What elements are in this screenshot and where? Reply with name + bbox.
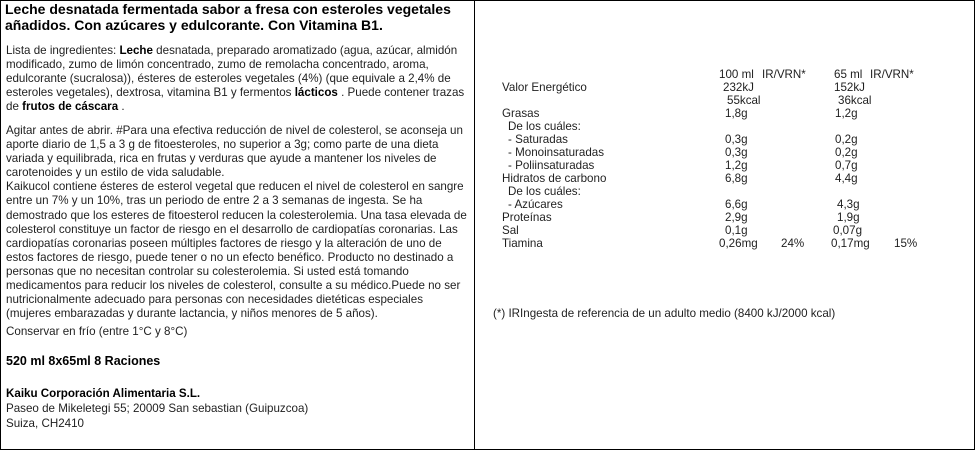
nutrition-row-ir-100: 24%: [781, 237, 805, 250]
allergen-lacticos: lácticos: [294, 86, 338, 100]
nutrition-row-label: Hidratos de carbono: [502, 172, 607, 185]
nutrition-header-65ml: 65 ml: [834, 68, 863, 81]
nutrition-row-ir-65: 15%: [894, 237, 918, 250]
company-country: Suiza, CH2410: [6, 417, 84, 430]
nutrition-row-label: - Azúcares: [508, 198, 563, 211]
company-address: Paseo de Mikeletegi 55; 20009 San sebastian (Guipuzcoa): [6, 402, 309, 415]
nutrition-row-label: - Monoinsaturadas: [508, 146, 605, 159]
advice-paragraph-1: Agitar antes de abrir. #Para una efectiva reducción de nivel de colesterol, se aconseja un aporte diario de 1,5 a 3 g de fitoesteroles, no superior a 3g; como parte de una dieta variada y equilibrada, rica en frutas y verduras que ayude a mantener los niveles de carotenoides y un estilo de vida saludable.: [6, 124, 463, 180]
nutrition-row-label: De los cuáles:: [508, 120, 581, 133]
nutrition-row-label: - Saturadas: [508, 133, 568, 146]
company-info: [6, 386, 308, 431]
nutrition-row-value-65: 1,2g: [835, 107, 858, 120]
nutrition-row-value-65: 0,2g: [835, 146, 858, 159]
storage-instructions: Conservar en frío (entre 1°C y 8°C): [6, 325, 188, 338]
nutrition-row-label: - Poliinsaturadas: [508, 159, 595, 172]
nutrition-row-value-65: 0,2g: [835, 133, 858, 146]
nutrition-header-100ml: 100 ml: [719, 68, 754, 81]
nutrition-row-value-65: 36kcal: [838, 94, 872, 107]
nutrition-row-label: Proteínas: [502, 211, 552, 224]
advice-paragraph-2: Kaikucol contiene ésteres de esterol vegetal que reducen el nivel de colesterol en sangre entre un 7% y un 10%, tras un periodo de entre 2 a 3 semanas de ingesta. Se ha demostrado que los esteres de fitoesterol reducen la colesterolemia. Una tasa elevada de colesterol constituye un factor de riesgo en el desarrollo de cardiopatías coronarias. Las cardiopatías coronarias poseen múltiples factores de riesgo y la alteración de uno de estos factores de riesgo, puede tener o no un efecto benéfico. Producto no destinado a personas que no necesitan controlar su colesterolemia. Si usted está tomando medicamentos para reducir los niveles de colesterol, consulte a su médico.Puede no ser nutricionalmente adecuado para personas con necesidades dietéticas especiales (mujeres embarazadas y durante lactancia, y niños menores de 5 años).: [6, 180, 467, 321]
nutrition-row-value-100: 1,8g: [725, 107, 748, 120]
nutrition-row-value-65: 152kJ: [834, 81, 865, 94]
nutrition-row-value-65: 4,4g: [835, 172, 858, 185]
nutrition-row-value-100: 232kJ: [723, 81, 754, 94]
column-divider: [474, 0, 475, 449]
ingredients-text-2: . Puede contener trazas de: [6, 86, 465, 114]
nutrition-row-value-65: 4,3g: [837, 198, 860, 211]
nutrition-row-value-100: 6,6g: [725, 198, 748, 211]
nutrition-row-value-65: 1,9g: [837, 211, 860, 224]
product-title: Leche desnatada fermentada sabor a fresa con esteroles vegetales añadidos. Con azúcares y edulcorante. Con Vitamina B1.: [5, 1, 451, 33]
nutrition-row-value-100: 6,8g: [725, 172, 748, 185]
nutrition-footnote: (*) IRIngesta de referencia de un adulto medio (8400 kJ/2000 kcal): [493, 307, 836, 320]
usage-advice: [6, 124, 468, 321]
nutrition-row-value-65: 0,7g: [835, 159, 858, 172]
allergen-frutos-cascara: frutos de cáscara: [22, 100, 119, 114]
nutrition-row-label: Tiamina: [502, 237, 543, 250]
company-name: Kaiku Corporación Alimentaria S.L.: [6, 387, 201, 400]
ingredients-text-1: desnatada, preparado aromatizado (agua, azúcar, almidón modificado, zumo de limón concentrado, zumo de remolacha concentrado, aroma, edulcorante (sucralosa)), ésteres de esteroles vegetales (4%) (que equivale a 2,4% de esteroles vegetales), dextrosa, vitamina B1 y fermentos: [6, 44, 458, 100]
allergen-leche: Leche: [119, 44, 153, 57]
nutrition-header-100ml-ir: IR/VRN*: [762, 68, 806, 81]
nutrition-row-label: De los cuáles:: [508, 185, 581, 198]
nutrition-row-value-100: 2,9g: [725, 211, 748, 224]
nutrition-row-value-65: 0,07g: [833, 224, 863, 237]
nutrition-row-value-100: 1,2g: [725, 159, 748, 172]
nutrition-row-value-100: 0,1g: [725, 224, 748, 237]
ingredients-prefix: Lista de ingredientes:: [6, 44, 120, 57]
net-quantity: 520 ml 8x65ml 8 Raciones: [6, 354, 161, 368]
nutrition-row-label: Sal: [502, 224, 519, 237]
ingredients-list: [6, 44, 468, 114]
ingredients-text-3: .: [118, 100, 125, 114]
nutrition-row-label: Valor Energético: [502, 81, 587, 94]
nutrition-row-value-100: 55kcal: [727, 94, 761, 107]
nutrition-row-value-100: 0,26mg: [719, 237, 758, 250]
nutrition-row-label: Grasas: [502, 107, 540, 120]
nutrition-header-65ml-ir: IR/VRN*: [870, 68, 914, 81]
nutrition-row-value-100: 0,3g: [725, 146, 748, 159]
nutrition-row-value-65: 0,17mg: [831, 237, 870, 250]
nutrition-row-value-100: 0,3g: [725, 133, 748, 146]
